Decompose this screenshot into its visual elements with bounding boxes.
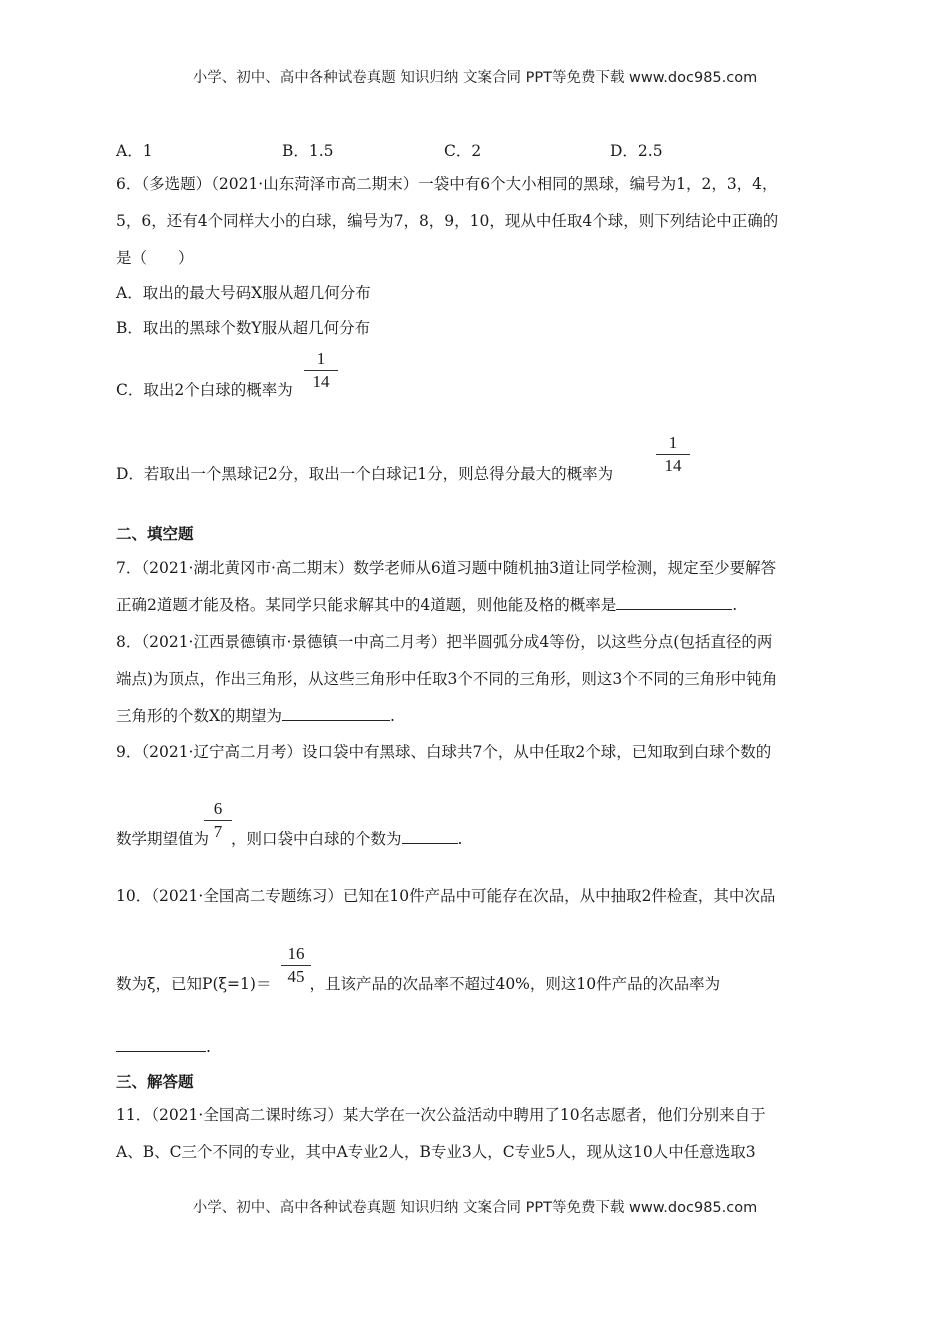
- fraction-bar: [304, 370, 338, 371]
- q7-line2-text: 正确2道题才能及格。某同学只能求解其中的4道题，则他能及格的概率是: [116, 596, 617, 614]
- q9-line1: 9．（2021·辽宁高二月考）设口袋中有黑球、白球共7个，从中任取2个球，已知取到白球个数的: [116, 743, 772, 761]
- q6-line3: 是（ ）: [116, 249, 194, 267]
- fraction-d: [656, 433, 690, 476]
- fraction-bar: [204, 820, 232, 821]
- q6-line1: 6．（多选题）（2021·山东菏泽市高二期末）一袋中有6个大小相同的黑球，编号为1，2，3，4，: [116, 175, 778, 193]
- q6-option-d: D．若取出一个黑球记2分，取出一个白球记1分，则总得分最大的概率为: [116, 465, 614, 483]
- section-solve-title: 三、解答题: [116, 1073, 194, 1091]
- q10-line1: 10．（2021·全国高二专题练习）已知在10件产品中可能存在次品，从中抽取2件检查，其中次品: [116, 887, 776, 905]
- q6-option-c: C．取出2个白球的概率为: [116, 381, 293, 399]
- q6-option-b: B．取出的黑球个数Y服从超几何分布: [116, 319, 371, 337]
- page-header: 小学、初中、高中各种试卷真题 知识归纳 文案合同 PPT等免费下载 www.doc985.com: [192, 70, 758, 86]
- period: .: [390, 707, 395, 725]
- q8-line3: [116, 706, 395, 726]
- option-a: A．1: [116, 142, 153, 160]
- q8-line3-text: 三角形的个数X的期望为: [116, 707, 283, 725]
- answer-blank: [616, 595, 732, 610]
- section-fill-blank-title: 二、填空题: [116, 525, 194, 543]
- q6-line2: 5，6，还有4个同样大小的白球，编号为7，8，9，10，现从中任取4个球，则下列结论中正确的: [116, 212, 779, 230]
- q9-line2b: ，则口袋中白球的个数为: [231, 830, 402, 848]
- q10-line2b: ，且该产品的次品率不超过40%，则这10件产品的次品率为: [309, 975, 721, 993]
- q7-line2: [116, 595, 737, 615]
- option-c: C．2: [444, 142, 482, 160]
- q9-line2: [116, 829, 462, 849]
- q11-line1: 11．（2021·全国高二课时练习）某大学在一次公益活动中聘用了10名志愿者，他们分别来自于: [116, 1106, 766, 1124]
- fraction-bar: [656, 454, 690, 455]
- option-d: D．2.5: [610, 142, 663, 160]
- q7-line1: 7．（2021·湖北黄冈市·高二期末）数学老师从6道习题中随机抽3道让同学检测，规定至少要解答: [116, 559, 777, 577]
- q6-option-a: A．取出的最大号码X服从超几何分布: [116, 284, 371, 302]
- fraction-q10-numerator: 16: [287, 944, 305, 963]
- answer-blank: [116, 1037, 206, 1052]
- fraction-q9: [204, 799, 232, 842]
- q10-answer-line: [116, 1037, 211, 1057]
- q8-line1: 8．（2021·江西景德镇市·景德镇一中高二月考）把半圆弧分成4等份，以这些分点(包括直径的两: [116, 633, 773, 651]
- fraction-c: [304, 349, 338, 392]
- fraction-q10-denominator: 45: [287, 967, 305, 986]
- period: .: [732, 596, 738, 614]
- page-footer: 小学、初中、高中各种试卷真题 知识归纳 文案合同 PPT等免费下载 www.doc985.com: [192, 1200, 758, 1216]
- period: .: [206, 1038, 211, 1056]
- fraction-q9-denominator: 7: [213, 822, 223, 841]
- q11-line2: A、B、C三个不同的专业，其中A专业2人，B专业3人，C专业5人，现从这10人中任意选取3: [116, 1143, 756, 1161]
- q9-line2a: 数学期望值为: [116, 830, 210, 848]
- fraction-c-numerator: 1: [316, 349, 326, 368]
- fraction-q10: [281, 944, 311, 987]
- answer-blank: [402, 829, 458, 844]
- q8-line2: 端点)为顶点，作出三角形，从这些三角形中任取3个不同的三角形，则这3个不同的三角形中钝角: [116, 670, 778, 688]
- fraction-bar: [281, 965, 311, 966]
- answer-blank: [282, 706, 390, 721]
- fraction-q9-numerator: 6: [213, 799, 223, 818]
- fraction-d-denominator: 14: [664, 456, 682, 475]
- fraction-c-denominator: 14: [312, 372, 330, 391]
- q10-line2: [116, 974, 720, 994]
- fraction-d-numerator: 1: [668, 433, 678, 452]
- q10-line2a: 数为ξ，已知P(ξ=1)＝: [116, 975, 272, 993]
- period: .: [457, 830, 463, 848]
- option-b: B．1.5: [282, 142, 334, 160]
